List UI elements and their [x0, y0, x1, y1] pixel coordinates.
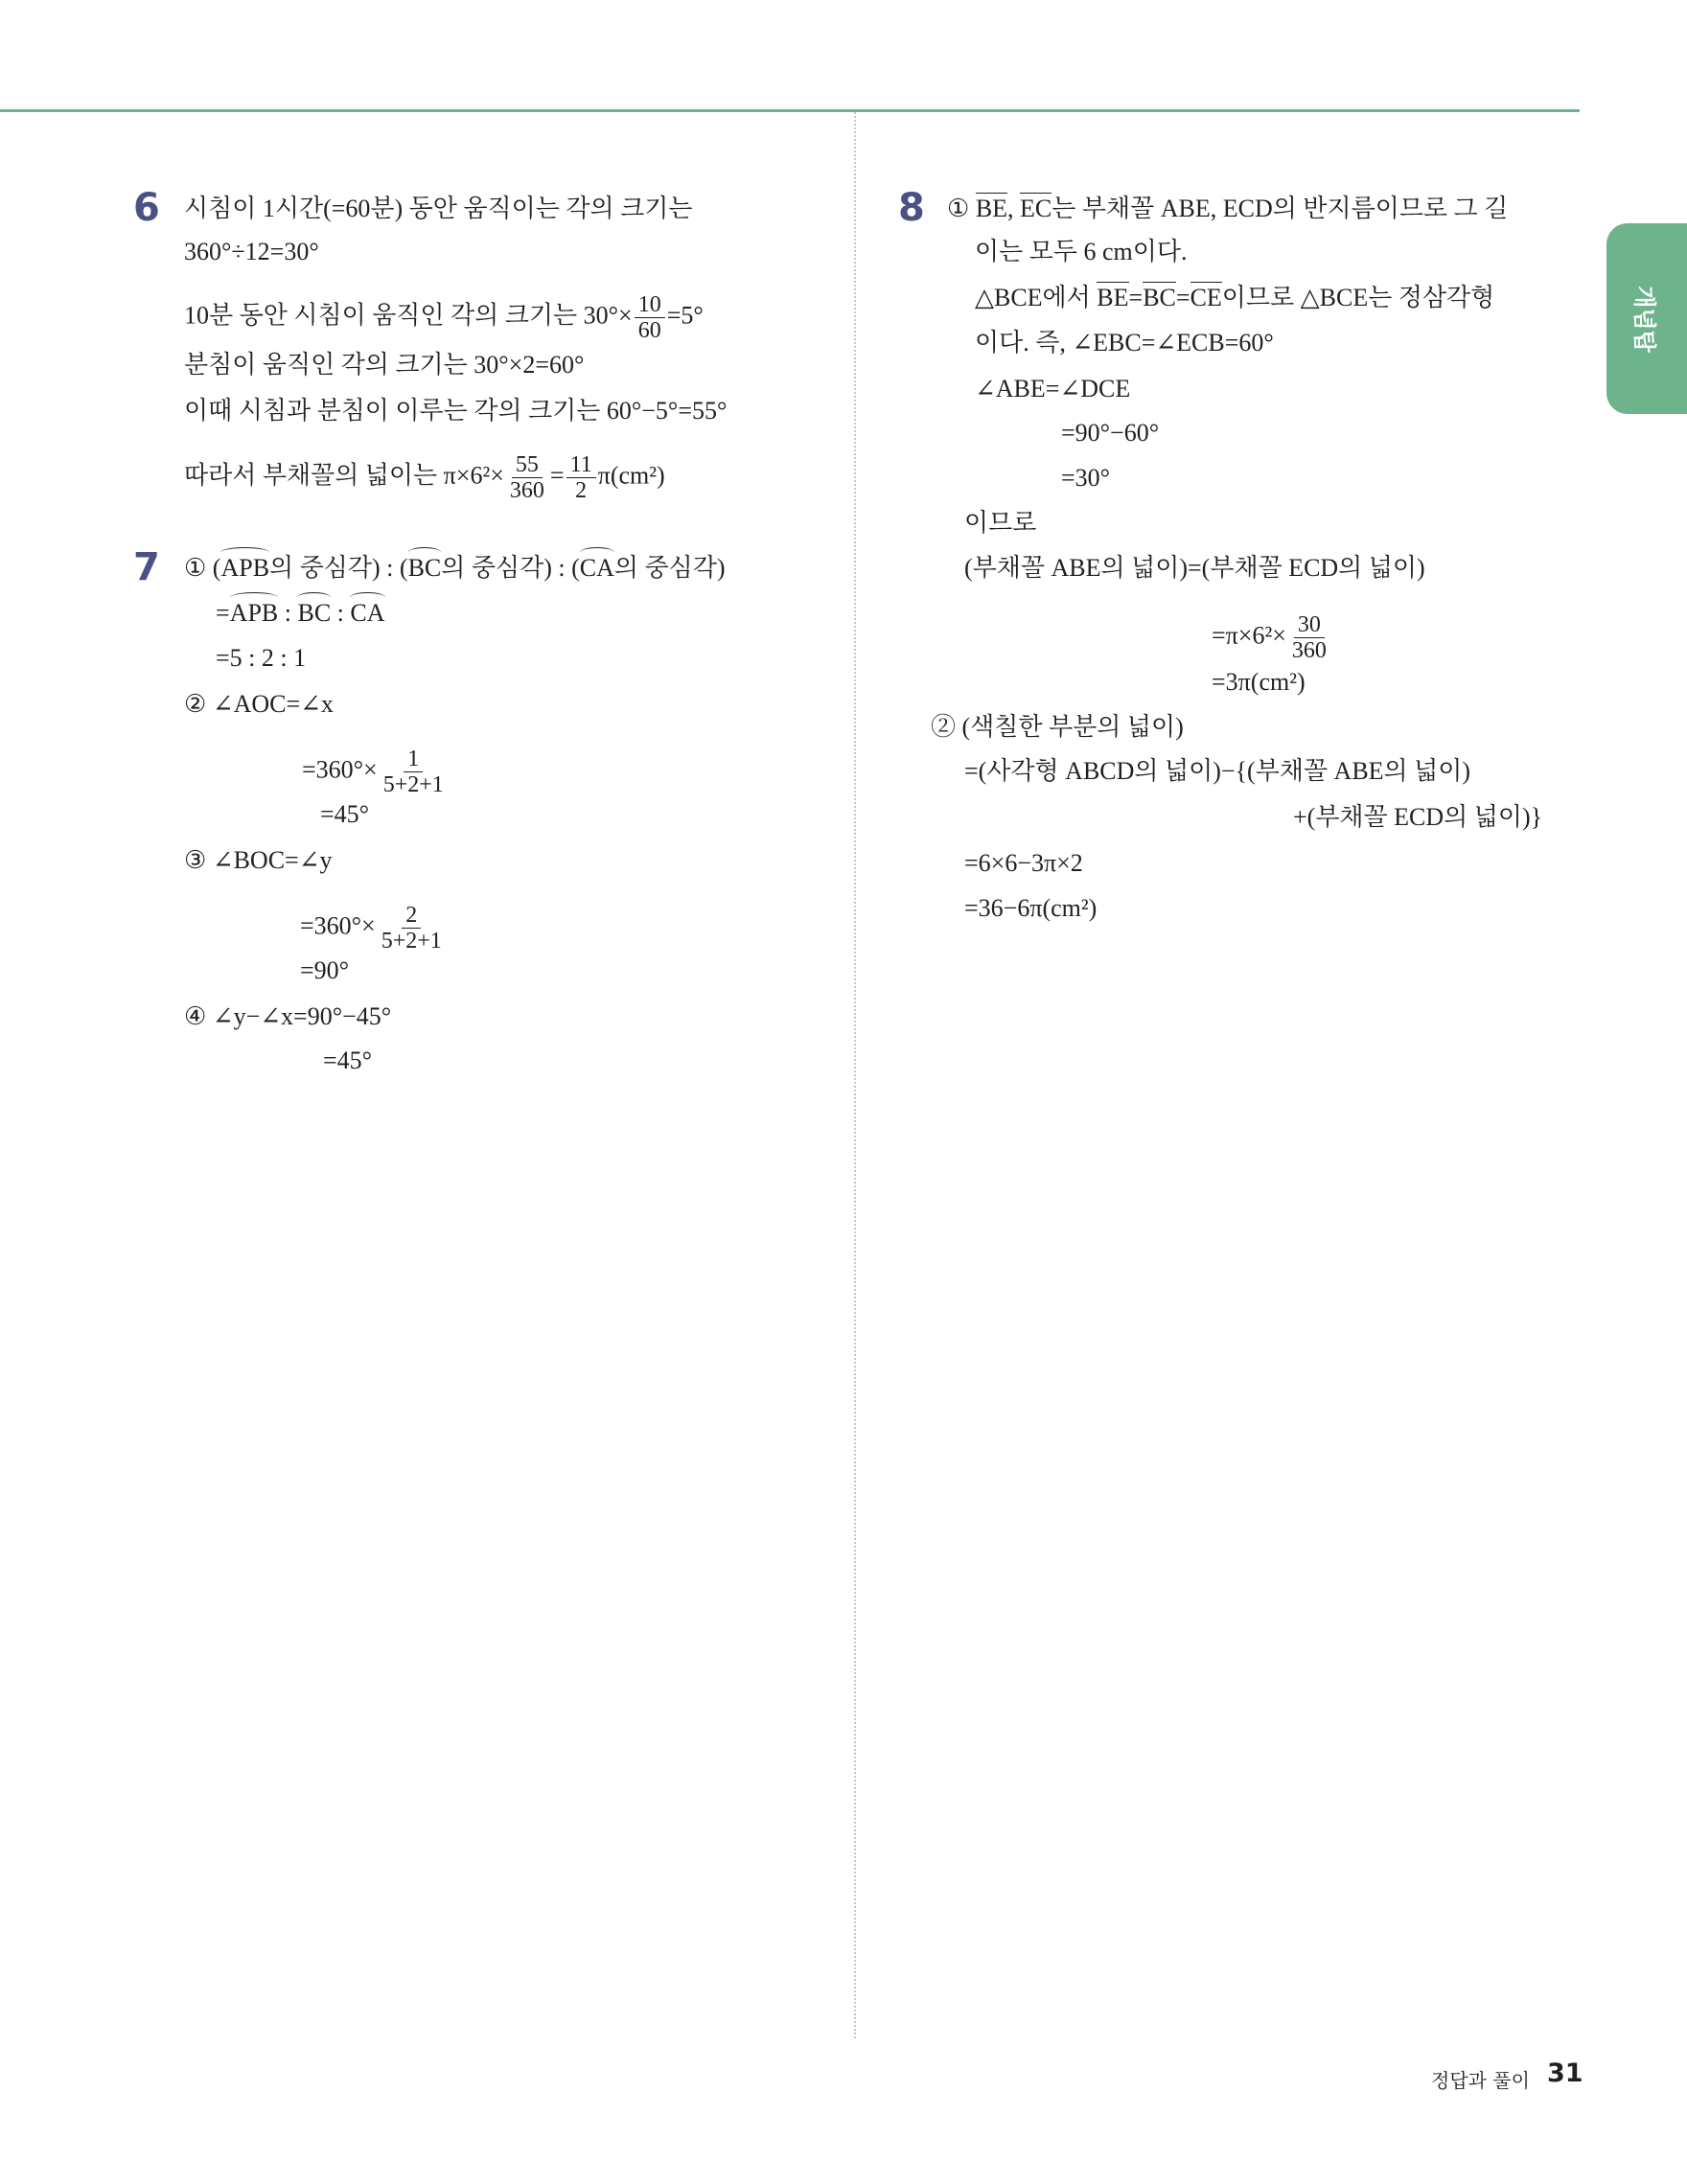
- numerator: 55: [512, 452, 543, 478]
- arc-bc: BC: [297, 599, 332, 627]
- p8-line: =(사각형 ABCD의 넓이)−{(부채꼴 ABE의 넓이): [964, 757, 1471, 785]
- fraction: [378, 903, 446, 954]
- text: =5°: [666, 301, 704, 330]
- text: 의 중심각) : (: [441, 554, 580, 582]
- header-rule: [0, 109, 1580, 112]
- p6-line: 이때 시침과 분침이 이루는 각의 크기는 60°−5°=55°: [184, 397, 728, 425]
- numerator: 1: [404, 747, 423, 772]
- p8-line: [1212, 612, 1332, 663]
- p8-line: [975, 283, 1494, 313]
- text: :: [278, 599, 298, 627]
- text: 따라서 부채꼴의 넓이는 π×6²×: [184, 461, 504, 490]
- problem-number-6: 6: [133, 186, 160, 230]
- arc-ca: CA: [579, 554, 614, 582]
- p8-line: =30°: [1061, 464, 1111, 492]
- text: 이므로 △BCE는 정삼각형: [1221, 284, 1495, 311]
- p6-line: 분침이 움직인 각의 크기는 30°×2=60°: [184, 351, 585, 379]
- column-divider: [854, 112, 856, 2038]
- text: 의 중심각) : (: [269, 554, 408, 582]
- text: 는 부채꼴 ABE, ECD의 반지름이므로 그 길: [1051, 195, 1509, 222]
- fraction: [566, 452, 596, 503]
- numerator: 11: [566, 452, 596, 478]
- p6-line: [184, 292, 704, 343]
- section-tab-label: 개념탑: [1630, 285, 1658, 353]
- problem-number-8: 8: [898, 186, 925, 230]
- denominator: 2: [575, 478, 588, 503]
- p8-line: [947, 194, 1508, 224]
- fraction: [1288, 612, 1330, 663]
- denominator: 60: [637, 318, 661, 343]
- p8-line: ② (색칠한 부분의 넓이): [931, 713, 1184, 741]
- text: :: [331, 599, 351, 627]
- p7-line: ③ ∠BOC=∠y: [184, 846, 333, 874]
- text: =: [216, 599, 230, 627]
- text: 의 중심각): [613, 554, 726, 582]
- segment-ce: CE: [1190, 284, 1222, 311]
- text: 10분 동안 시침이 움직인 각의 크기는 30°×: [184, 301, 633, 330]
- text: π(cm²): [597, 461, 665, 490]
- fraction: [380, 747, 448, 797]
- p7-line: =45°: [323, 1046, 373, 1074]
- p8-line: ∠ABE=∠DCE: [975, 375, 1131, 402]
- p8-line: +(부채꼴 ECD의 넓이)}: [1293, 803, 1543, 831]
- segment-be: BE: [1097, 284, 1129, 311]
- segment-be: BE: [975, 195, 1008, 222]
- p6-line: 시침이 1시간(=60분) 동안 움직이는 각의 크기는: [184, 195, 693, 222]
- p6-line: 360°÷12=30°: [184, 238, 319, 265]
- text: =: [1128, 284, 1144, 311]
- arc-bc: BC: [407, 554, 442, 582]
- denominator: 360: [509, 478, 544, 503]
- arc-apb: APB: [229, 599, 279, 627]
- p8-line: 이므로: [964, 509, 1037, 537]
- page-number: 31: [1547, 2058, 1583, 2088]
- p7-line: =5 : 2 : 1: [216, 644, 307, 672]
- p7-line: ② ∠AOC=∠x: [184, 690, 334, 718]
- segment-ec: EC: [1020, 195, 1052, 222]
- p8-line: (부채꼴 ABE의 넓이)=(부채꼴 ECD의 넓이): [964, 554, 1425, 582]
- text: =360°×: [300, 911, 376, 940]
- p7-line: ④ ∠y−∠x=90°−45°: [184, 1002, 392, 1030]
- p8-line: =6×6−3π×2: [964, 849, 1083, 877]
- p7-line: =90°: [300, 956, 350, 984]
- footer-section-label: 정답과 풀이: [1431, 2069, 1530, 2092]
- segment-bc: BC: [1143, 284, 1176, 311]
- text: ①: [947, 195, 976, 222]
- text: ① (: [184, 554, 221, 582]
- text: =: [549, 461, 565, 490]
- p8-line: 이는 모두 6 cm이다.: [975, 238, 1188, 265]
- p8-line: =3π(cm²): [1212, 668, 1306, 696]
- text: ,: [1007, 195, 1021, 222]
- p7-line: [184, 553, 726, 584]
- text: △BCE에서: [975, 284, 1098, 311]
- text: =: [1175, 284, 1190, 311]
- section-tab: [1606, 223, 1687, 414]
- text: =360°×: [302, 755, 378, 784]
- numerator: 10: [635, 292, 665, 318]
- p7-line: [300, 903, 448, 954]
- p8-line: 이다. 즉, ∠EBC=∠ECB=60°: [975, 329, 1274, 356]
- p8-line: =90°−60°: [1061, 419, 1160, 447]
- problem-number-7: 7: [133, 545, 160, 589]
- p7-line: =45°: [320, 800, 370, 828]
- p7-line: [216, 598, 385, 629]
- p6-line: [184, 452, 665, 503]
- numerator: 2: [402, 903, 421, 929]
- denominator: 5+2+1: [382, 772, 444, 797]
- arc-apb: APB: [220, 554, 270, 582]
- p8-line: =36−6π(cm²): [964, 894, 1098, 922]
- fraction: [635, 292, 665, 343]
- text: =π×6²×: [1212, 621, 1286, 650]
- fraction: [506, 452, 548, 503]
- numerator: 30: [1294, 612, 1325, 638]
- denominator: 360: [1291, 638, 1327, 663]
- arc-ca: CA: [350, 599, 385, 627]
- denominator: 5+2+1: [381, 929, 442, 954]
- p7-line: [302, 747, 450, 797]
